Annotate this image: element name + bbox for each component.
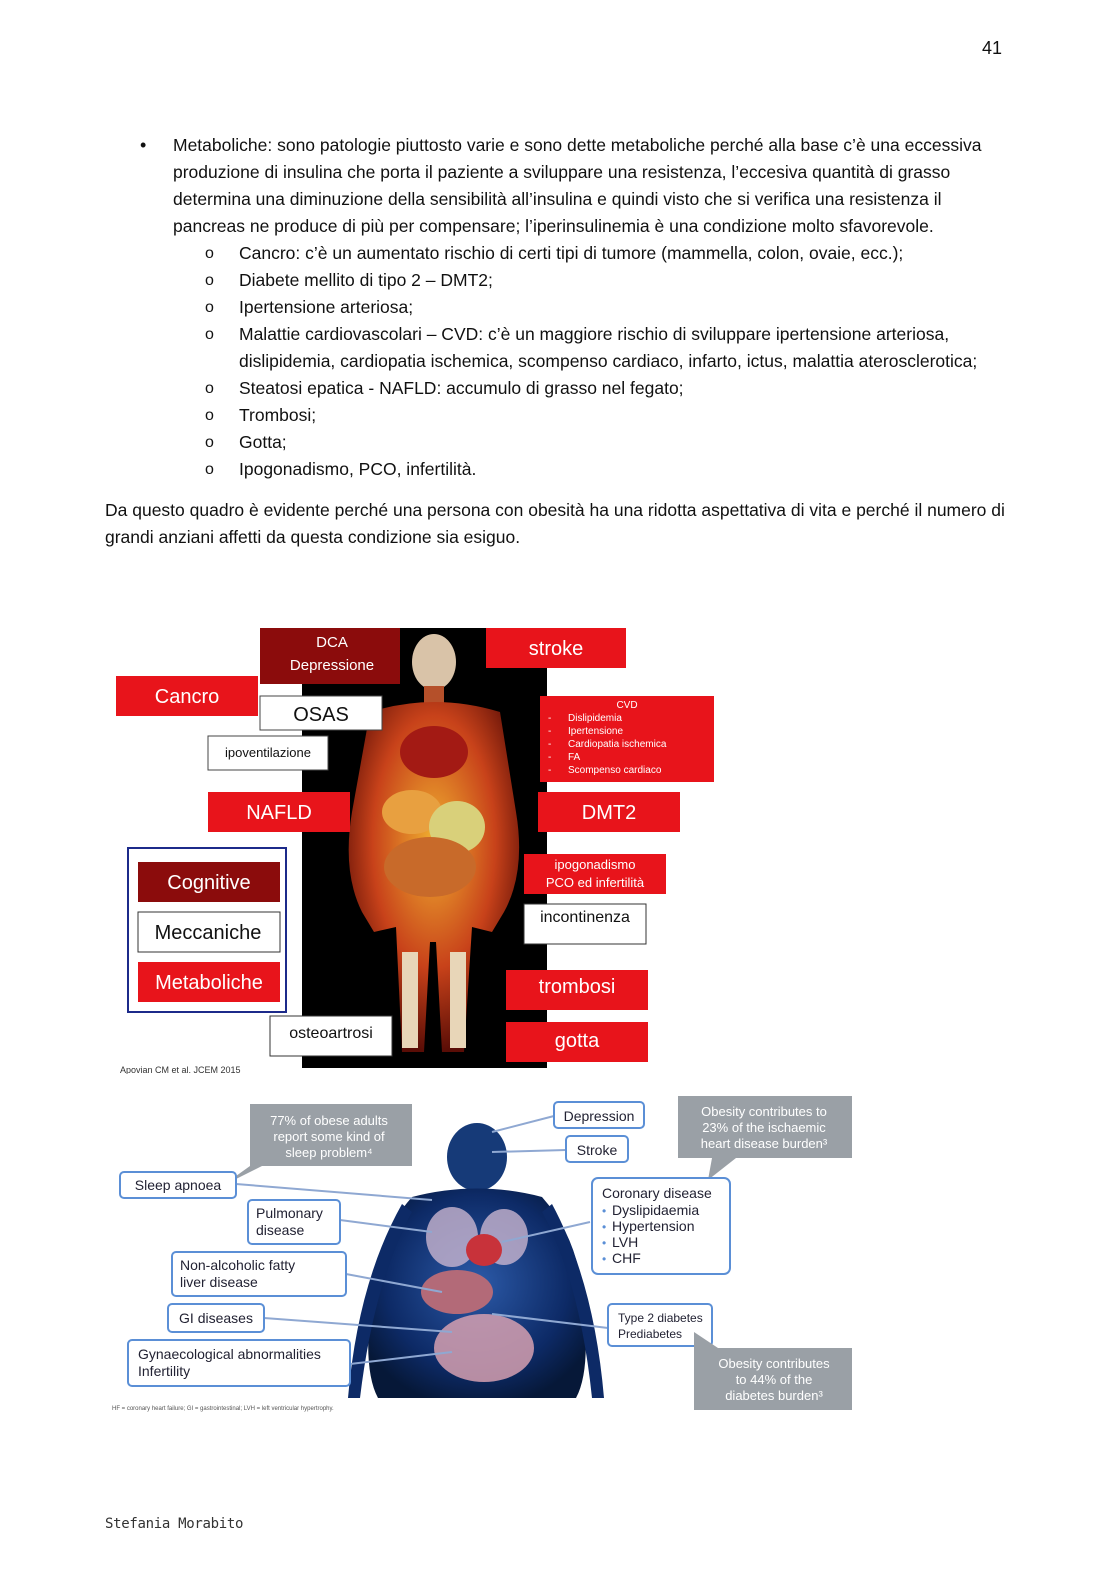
coronary-item: CHF [612,1250,641,1266]
circle-bullet-icon: o [205,272,214,289]
nafld-label: NAFLD [246,802,312,824]
dot-icon: • [602,1220,607,1234]
circle-bullet-icon: o [205,434,214,451]
callout-line: Obesity contributes to [701,1104,827,1119]
dot-icon: • [602,1204,607,1218]
callout-line: 77% of obese adults [270,1113,388,1128]
cognitive-label: Cognitive [167,872,251,894]
list-item: o Trombosi; [105,402,1015,429]
gyn-label: Infertility [138,1363,191,1379]
callout-line: 23% of the ischaemic [702,1120,826,1135]
cvd-item: Dislipidemia [568,713,622,724]
dot-icon: • [602,1236,607,1250]
cvd-item: Scompenso cardiaco [568,765,662,776]
svg-text:-: - [548,739,552,750]
figure1-citation: Apovian CM et al. JCEM 2015 [120,1065,241,1074]
obesity-complications-figure [112,622,718,1074]
circle-bullet-icon: o [205,407,214,424]
list-item: o Gotta; [105,429,1015,456]
ipoventilazione-label: ipoventilazione [224,745,312,760]
dot-icon: • [602,1252,607,1266]
bullet-dot-icon: • [140,135,147,155]
callout-line: heart disease burden³ [700,1136,828,1151]
conclusion-paragraph: Da questo quadro è evidente perché una persona con obesità ha una ridotta aspettativa di vita e perché il numero di grandi anziani affetti da questa condizione sia esiguo. [105,500,1005,547]
gyn-label: Gynaecological abnormalities [138,1346,321,1362]
list-item: o Diabete mellito di tipo 2 – DMT2; [105,267,1015,294]
callout-line: diabetes burden³ [725,1388,823,1403]
bullet-item-metaboliche [105,132,1015,240]
nafld-label: Non-alcoholic fatty [180,1257,296,1273]
circle-bullet-icon: o [205,299,214,316]
dca-label: DCA [316,634,348,651]
depression-label: Depression [563,1108,635,1124]
callout-line: to 44% of the [735,1372,813,1387]
sub-list [105,240,1015,483]
footer-author: Stefania Morabito [105,1516,244,1532]
pulmonary-label: Pulmonary [256,1205,323,1221]
circle-bullet-icon: o [205,326,214,343]
main-text [105,132,1015,551]
list-item: o Cancro: c’è un aumentato rischio di certi tipi di tumore (mammella, colon, ovaie, ecc.); [105,240,1015,267]
circle-bullet-icon: o [205,245,214,262]
callout-line: report some kind of [273,1129,385,1144]
depressione-label: Depressione [289,657,375,674]
cvd-dashes [548,713,551,776]
stroke-label: stroke [528,638,584,660]
meccaniche-label: Meccaniche [154,922,262,944]
list-item: o Steatosi epatica - NAFLD: accumulo di grasso nel fegato; [105,375,1015,402]
coronary-item: LVH [612,1234,639,1250]
sleep-apnoea-label: Sleep apnoea [134,1177,222,1193]
svg-text:-: - [548,752,552,763]
circle-bullet-icon: o [205,380,214,397]
list-item: o Ipogonadismo, PCO, infertilità. [105,456,1015,483]
bullet-title: Metaboliche: [173,135,273,155]
list-item: o Ipertensione arteriosa; [105,294,1015,321]
trombosi-label: trombosi [538,976,616,998]
metaboliche-label: Metaboliche [155,972,263,994]
cancro-label: Cancro [154,686,220,708]
bullet-text: sono patologie piuttosto varie e sono dette metaboliche perché alla base c’è una eccessiva produzione di insulina che porta il paziente a sviluppare una resistenza, l’eccesiva quantità di grasso determina una diminuzione della sensibilità all’insulina e quindi visto che si verifica una resistenza il pancreas ne produce di più per compensare; l’iperinsulinemia è una condizione molto sfavorevole. [173,135,982,236]
incontinenza-label: incontinenza [540,909,630,926]
gi-label: GI diseases [179,1310,253,1326]
osas-label: OSAS [293,704,349,726]
pco-label: PCO ed infertilità [545,875,645,890]
cvd-item: FA [568,752,581,763]
cvd-item: Ipertensione [568,726,624,737]
cvd-item: Cardiopatia ischemica [568,739,667,750]
circle-bullet-icon: o [205,461,214,478]
svg-text:-: - [548,713,552,724]
diabetes-label: Prediabetes [618,1327,683,1341]
nafld-label: liver disease [180,1274,258,1290]
list-item: o Malattie cardiovascolari – CVD: c’è un maggiore rischio di sviluppare ipertensione arteriosa, dislipidemia, cardiopatia ischemica, scompenso cardiaco, infarto, ictus, malattia aterosclerotica; [105,321,1015,375]
gotta-label: gotta [554,1030,600,1052]
cvd-title: CVD [616,700,638,711]
dmt2-label: DMT2 [581,802,637,824]
callout-line: sleep problem⁴ [285,1145,373,1160]
figure2-footnote: HF = coronary heart failure; GI = gastrointestinal; LVH = left ventricular hypertrophy. [112,1406,334,1412]
page-number: 41 [982,38,1003,58]
pulmonary-label: disease [256,1222,305,1238]
callout-line: Obesity contributes [718,1356,830,1371]
coronary-item: Hypertension [612,1218,695,1234]
osteoartrosi-label: osteoartrosi [289,1025,373,1042]
svg-text:-: - [548,726,552,737]
svg-text:-: - [548,765,552,776]
stroke-label: Stroke [576,1142,618,1158]
coronary-title: Coronary disease [602,1185,712,1201]
coronary-item: Dyslipidaemia [612,1202,700,1218]
ipogonadismo-label: ipogonadismo [554,857,636,872]
obesity-comorbidities-figure [112,1092,862,1414]
diabetes-label: Type 2 diabetes [618,1311,703,1325]
